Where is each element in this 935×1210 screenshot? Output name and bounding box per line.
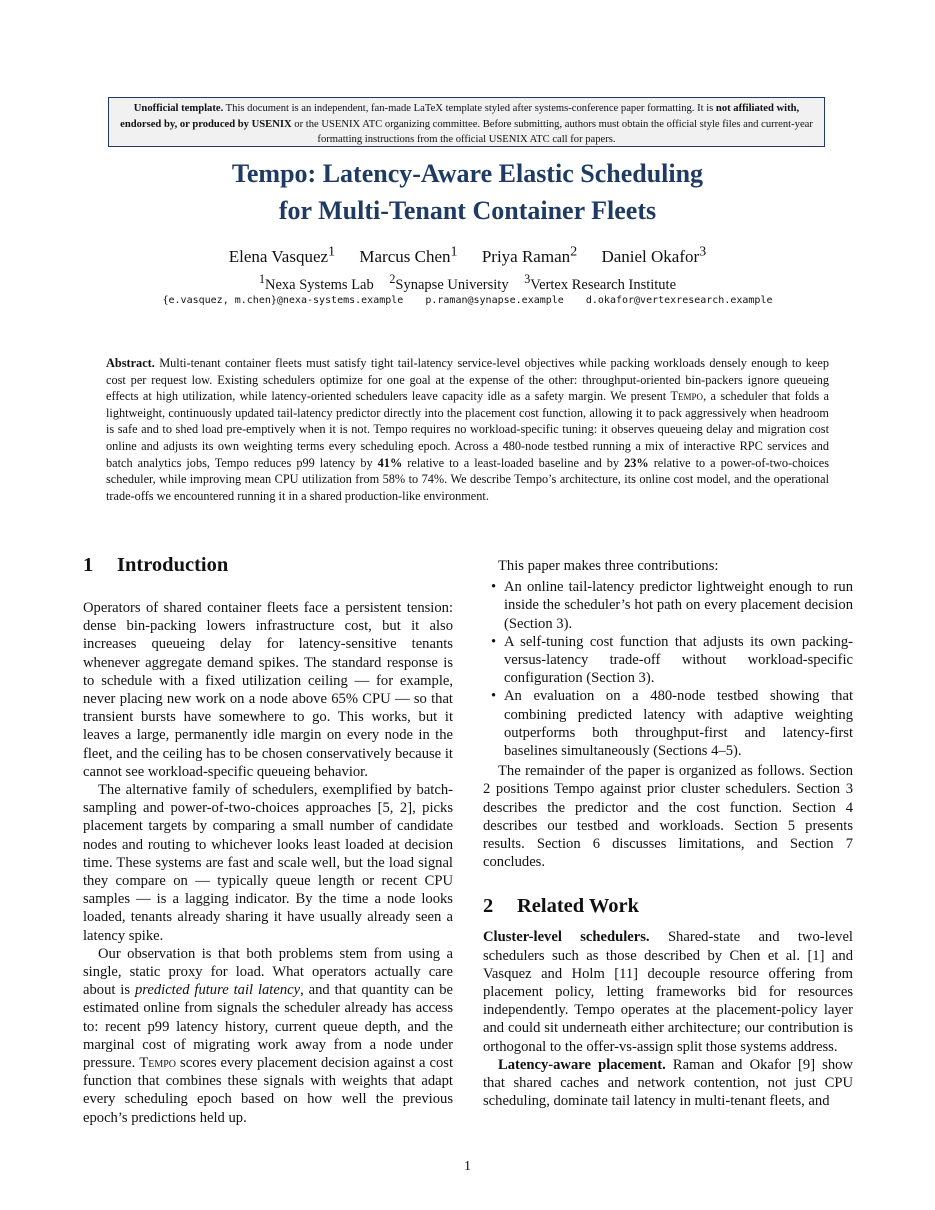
abstract-label: Abstract. [106, 356, 155, 370]
section-heading-related-work: 2 Related Work [483, 895, 640, 918]
list-item: • An evaluation on a 480-node testbed showing that combining predicted latency with adaptive weighting outperforms both throughput-first and latency-first baselines simultaneously (Sections 4–5). [491, 688, 853, 760]
affiliation: $^3$Vertex Research Institute [524, 272, 677, 293]
disclaimer-text: template styled after systems-conference paper formatting. It is [442, 103, 716, 114]
stat-highlight: 23% [624, 455, 649, 470]
paragraph: Our observation is that both problems stem from using a single, static proxy for load. What operators actually care about is predicted future tail latency, and that quantity can be estimated online from signals the scheduler already has access to: recent p99 latency history, current queue depth, and the marginal cost of migrating work away from a node under pressure. Tempo scores every placement decision against a cost function that combines these signals with weights that adapt every scheduling epoch based on how well the previous epoch’s predictions held up. [83, 945, 453, 1126]
paragraph: This paper makes three contributions: [498, 558, 719, 574]
left-column [83, 552, 453, 1127]
list-item: • A self-tuning cost function that adjusts its own packing-versus-latency trade-off without workload-specific configuration (Section 3). [491, 633, 853, 687]
disclaimer-bold: not affiliated with, endorsed by, or produced by USENIX [120, 103, 800, 130]
paper-title [0, 156, 935, 229]
title-line-1: Tempo: Latency-Aware Elastic Scheduling [231, 159, 704, 188]
email: p.raman@synapse.example [425, 295, 564, 306]
stat-highlight: 41% [377, 455, 403, 470]
paragraph: Latency-aware placement. Raman and Okafor [9] show that shared caches and network contention, not just CPU scheduling, dominate tail latency in multi-tenant fleets, and [483, 1056, 853, 1110]
paragraph: The alternative family of schedulers, exemplified by batch-sampling and power-of-two-choices approaches [5, 2], picks placement targets by comparing a small number of candidate nodes and routing to whichever looks least loaded at decision time. These systems are fast and scale well, but the load signal they compare on — typically queue length or recent CPU samples — is a lagging indicator. By the time a node looks loaded, tenants already sharing it have usually already seen a latency spike. [83, 782, 453, 944]
author: Marcus Chen$^1$ [359, 243, 458, 266]
author: Elena Vasquez$^1$ [228, 243, 336, 266]
disclaimer-text: This document is an independent, fan-made [223, 103, 414, 114]
template-disclaimer-box [108, 97, 825, 147]
disclaimer-lead: Unofficial template. [133, 103, 224, 114]
latex-logo: LaTeX [413, 103, 443, 114]
affiliation: $^2$Synapse University [389, 272, 509, 293]
author-list [0, 240, 935, 268]
system-name: Tempo [139, 1055, 177, 1072]
affiliation-list [0, 270, 935, 294]
title-line-2: for Multi-Tenant Container Fleets [278, 195, 657, 225]
right-column [483, 557, 853, 1110]
paragraph: Operators of shared container fleets face a persistent tension: dense bin-packing lowers infrastructure cost, but it also increases queueing delay for latency-sensitive tenants whenever aggregate demand spikes. The standard response is to schedule with a fixed utilization ceiling — for example, never placing new work on a node above 65% CPU — so that transient bursts have somewhere to go. This works, but it leaves a large, permanently idle margin on every node in the fleet, and the ceiling has to be chosen conservatively because it cannot see workload-specific queueing behavior. [83, 600, 453, 780]
paragraph-heading: Cluster-level schedulers. [483, 929, 650, 946]
email: d.okafor@vertexresearch.example [585, 295, 773, 306]
contribution-list [483, 578, 853, 760]
disclaimer-text: or the USENIX ATC organizing committee. Before submitting, authors must obtain the official style files and current-year formatting instructions from the official USENIX ATC call for papers. [291, 118, 813, 145]
email-list [0, 294, 935, 308]
author: Daniel Okafor$^3$ [601, 243, 707, 266]
paragraph: Cluster-level schedulers. Shared-state and two-level schedulers such as those described by Chen et al. [1] and Vasquez and Holm [11] decouple resource offering from placement policy, letting frameworks bid for resources independently. Tempo operates at the placement-policy layer and could sit underneath either architecture; our contribution is orthogonal to the offer-vs-assign split those systems address. [483, 929, 853, 1055]
email: {e.vasquez, m.chen}@nexa-systems.example [162, 295, 404, 306]
author: Priya Raman$^2$ [481, 243, 578, 266]
system-name: Tempo [670, 389, 704, 404]
section-heading-introduction: 1 Introduction [83, 554, 229, 576]
affiliation: $^1$Nexa Systems Lab [258, 272, 374, 293]
page-number: 1 [464, 1159, 471, 1174]
list-item: • An online tail-latency predictor lightweight enough to run inside the scheduler’s hot path on every placement decision (Section 3). [491, 579, 853, 632]
paragraph-heading: Latency-aware placement. [498, 1056, 666, 1073]
abstract: Abstract. Multi-tenant container fleets must satisfy tight tail-latency service-level objectives while packing workloads densely enough to keep cost per request low. Existing schedulers optimize for one goal at the expense of the other: throughput-oriented bin-packers ignore queueing effects at high utilization, while latency-oriented schedulers leave capacity idle as a safety margin. We present Tempo, a scheduler that folds a lightweight, continuously updated tail-latency predictor directly into the placement cost function, allowing it to pack aggressively when headroom is safe and to shed load pre-emptively when it is not. Tempo requires no workload-specific tuning: it observes queueing delay and migration cost online and adjusts its own weighting terms every scheduling epoch. Across a 480-node testbed running a mix of interactive RPC services and batch analytics jobs, Tempo reduces p99 latency by 41% relative to a least-loaded baseline and by 23% relative to a power-of-two-choices scheduler, while improving mean CPU utilization from 58% to 74%. We describe Tempo’s architecture, its online cost model, and the operational trade-offs we encountered running it in a shared production-like environment. [106, 356, 829, 503]
paragraph: The remainder of the paper is organized as follows. Section 2 positions Tempo against prior cluster schedulers. Section 3 describes the predictor and the cost function. Section 4 describes our testbed and workloads. Section 5 presents results. Section 6 discusses limitations, and Section 7 concludes. [483, 763, 853, 871]
